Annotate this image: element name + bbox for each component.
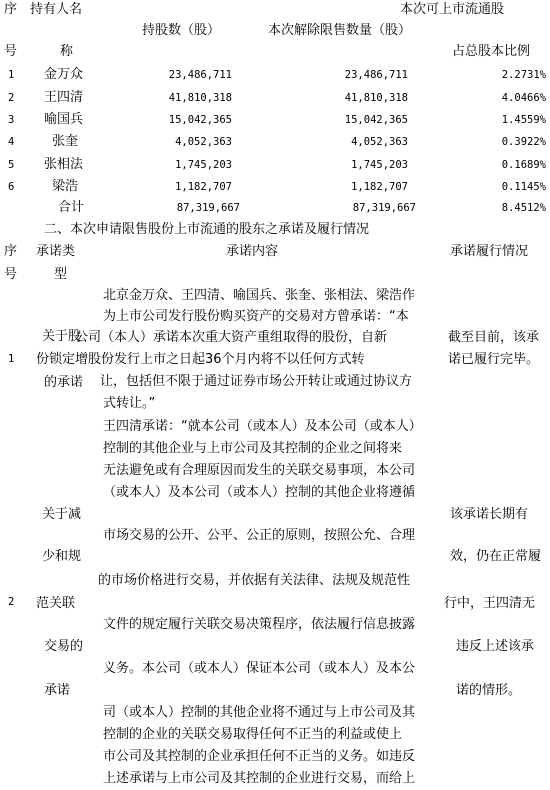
header-tradable-top: 本次可上市流通股 bbox=[400, 2, 505, 17]
commitment-type-line: 交易的 bbox=[44, 639, 84, 654]
commitment-content-line: 北京金万众、王四清、喻国兵、张奎、张相法、梁浩作 bbox=[103, 288, 416, 303]
commitment-status-line: 诺的情形。 bbox=[456, 683, 522, 698]
commitment-content-line: 市公司及其控制的企业承担任何不正当的义务。如违反 bbox=[103, 749, 416, 764]
commitment-content-line: 增股份发行上市之日起36个月内将不以任何方式转 bbox=[75, 352, 365, 367]
section-title: 二、本次申请限售股份上市流通的股东之承诺及履行情况 bbox=[44, 222, 370, 237]
total-shares-held: 87,319,667 bbox=[176, 202, 240, 214]
row-no: 5 bbox=[8, 159, 15, 171]
commitment-status-line: 诺已履行完毕。 bbox=[448, 352, 540, 367]
commitment-type-line: 关于减 bbox=[42, 507, 82, 522]
header-lifted-qty: 本次解除限售数量（股） bbox=[268, 23, 412, 38]
row-shares-held: 1,182,707 bbox=[175, 181, 232, 193]
header-status: 承诺履行情况 bbox=[450, 244, 529, 259]
row-ratio: 4.0466% bbox=[501, 92, 546, 104]
commitment-type-line: 承诺 bbox=[44, 683, 71, 698]
commitment-content-line: 市场交易的公开、公平、公正的原则，按照公允、合理 bbox=[103, 528, 416, 543]
header-ratio-bottom: 占总股本比例 bbox=[452, 44, 531, 59]
commitment-content-line: 无法避免或有合理原因而发生的关联交易事项，本公司 bbox=[103, 463, 416, 478]
row-holder-name: 王四清 bbox=[44, 90, 84, 105]
row-lifted: 23,486,711 bbox=[344, 69, 408, 81]
commitment-content-line: （或本人）及本公司（或本人）控制的其他企业将遵循 bbox=[103, 485, 416, 500]
commitment-type-line: 关于股 bbox=[42, 329, 82, 344]
row-no: 2 bbox=[8, 92, 15, 104]
commitment-content-line: 文件的规定履行关联交易决策程序，依法履行信息披露 bbox=[103, 617, 416, 632]
commitment-content-line: 王四清承诺：“就本公司（或本人）及本公司（或本人） bbox=[103, 419, 422, 434]
commitment-content-line: 上述承诺与上市公司及其控制的企业进行交易，而给上 bbox=[103, 771, 416, 786]
commitment-status-line: 行中，王四清无 bbox=[444, 596, 536, 611]
commitment-type-line: 份锁定 bbox=[36, 352, 76, 367]
row-holder-name: 梁浩 bbox=[52, 179, 79, 194]
row-holder-name: 喻国兵 bbox=[44, 112, 84, 127]
commitment-status-line: 截至目前，该承 bbox=[448, 330, 540, 345]
row-shares-held: 23,486,711 bbox=[168, 69, 232, 81]
row-lifted: 4,052,363 bbox=[351, 136, 408, 148]
header-seq-top: 序 bbox=[4, 2, 18, 17]
commitment-content-line: 司（或本人）控制的其他企业将不通过与上市公司及其 bbox=[103, 705, 416, 720]
row-ratio: 0.1689% bbox=[501, 159, 546, 171]
row-holder-name: 金万众 bbox=[44, 67, 84, 82]
row-shares-held: 1,745,203 bbox=[175, 159, 232, 171]
commitment-content-line: 控制的企业的关联交易取得任何不正当的利益或使上 bbox=[103, 727, 403, 742]
commitment-content-line: 控制的其他企业与上市公司及其控制的企业之间将来 bbox=[103, 441, 403, 456]
commitment-content-line: 让，包括但不限于通过证券市场公开转让或通过协议方 bbox=[100, 374, 413, 389]
commitment-content-line: 为上市公司发行股份购买资产的交易对方曾承诺：“本 bbox=[103, 309, 409, 324]
row-holder-name: 张相法 bbox=[44, 157, 84, 172]
row-lifted: 41,810,318 bbox=[344, 92, 408, 104]
row-shares-held: 41,810,318 bbox=[168, 92, 232, 104]
commitment-type-line: 的承诺 bbox=[44, 375, 84, 390]
row-no: 1 bbox=[8, 353, 15, 365]
commitment-type-line: 范关联 bbox=[36, 596, 76, 611]
total-ratio: 8.4512% bbox=[501, 202, 546, 214]
row-lifted: 1,745,203 bbox=[351, 159, 408, 171]
commitment-content-line: 的市场价格进行交易，并依据有关法律、法规及规范性 bbox=[98, 573, 411, 588]
header-seq-top: 序 bbox=[4, 244, 18, 259]
row-holder-name: 张奎 bbox=[52, 134, 79, 149]
total-lifted: 87,319,667 bbox=[352, 202, 416, 214]
commitment-content-line: 公司（本人）承诺本次重大资产重组取得的股份，自新 bbox=[75, 330, 388, 345]
row-ratio: 0.3922% bbox=[501, 136, 546, 148]
header-seq-bottom: 号 bbox=[4, 44, 18, 59]
commitment-content-line: 义务。本公司（或本人）保证本公司（或本人）及本公 bbox=[103, 661, 416, 676]
row-no: 3 bbox=[8, 114, 15, 126]
row-ratio: 1.4559% bbox=[501, 114, 546, 126]
row-no: 1 bbox=[8, 69, 15, 81]
header-seq-bottom: 号 bbox=[4, 267, 18, 282]
commitment-content-line: 式转让。” bbox=[103, 396, 156, 411]
row-no: 4 bbox=[8, 136, 15, 148]
commitment-status-line: 该承诺长期有 bbox=[450, 507, 529, 522]
header-type-top: 承诺类 bbox=[36, 244, 76, 259]
header-holder-top: 持有人名 bbox=[30, 2, 83, 17]
header-shares-held: 持股数（股） bbox=[142, 23, 221, 38]
header-holder-bottom: 称 bbox=[60, 44, 74, 59]
total-label: 合计 bbox=[58, 200, 85, 215]
row-ratio: 2.2731% bbox=[501, 69, 546, 81]
header-content: 承诺内容 bbox=[226, 244, 279, 259]
header-type-bottom: 型 bbox=[54, 267, 68, 282]
row-no: 6 bbox=[8, 181, 15, 193]
row-no: 2 bbox=[8, 596, 15, 608]
row-ratio: 0.1145% bbox=[501, 181, 546, 193]
row-lifted: 15,042,365 bbox=[344, 114, 408, 126]
commitment-status-line: 效，仍在正常履 bbox=[450, 549, 542, 564]
commitment-type-line: 少和规 bbox=[42, 549, 82, 564]
commitment-status-line: 违反上述该承 bbox=[456, 639, 535, 654]
row-shares-held: 15,042,365 bbox=[168, 114, 232, 126]
row-lifted: 1,182,707 bbox=[351, 181, 408, 193]
row-shares-held: 4,052,363 bbox=[175, 136, 232, 148]
